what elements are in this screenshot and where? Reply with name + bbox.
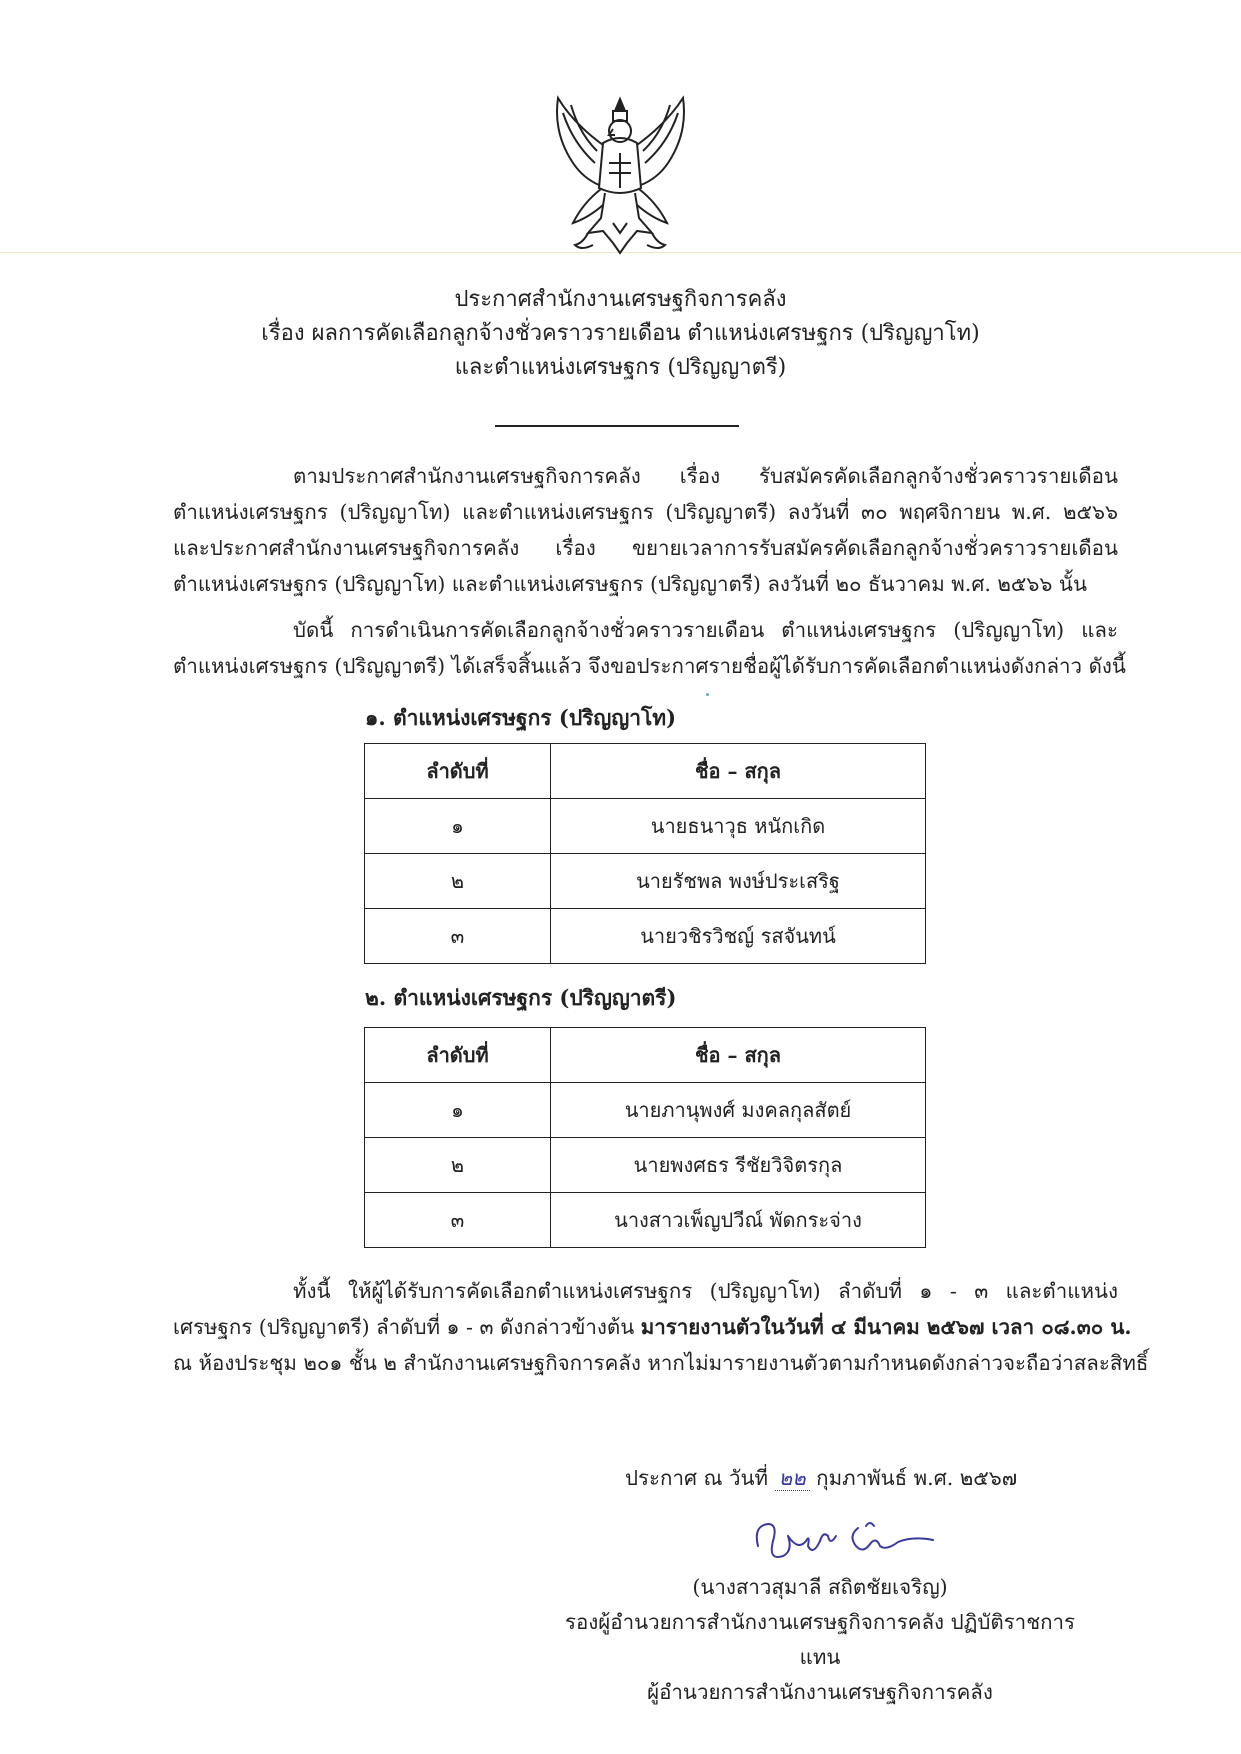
column-header-no: ลำดับที่ (365, 1028, 551, 1083)
row-name: นายพงศธร รีชัยวิจิตรกุล (551, 1138, 926, 1193)
announcement-dateline (625, 1462, 1017, 1495)
paragraph-line: บัดนี้ การดำเนินการคัดเลือกลูกจ้างชั่วคราวรายเดือน ตำแหน่งเศรษฐกร (ปริญญาโท) และ (293, 618, 1118, 642)
paragraph-line: และประกาศสำนักงานเศรษฐกิจการคลัง เรื่อง ขยายเวลาการรับสมัครคัดเลือกลูกจ้างชั่วคราวรายเดือน (173, 536, 1118, 560)
signer-title-1: รองผู้อำนวยการสำนักงานเศรษฐกิจการคลัง ปฏิบัติราชการแทน (564, 1610, 1076, 1669)
paragraph-line: ณ ห้องประชุม ๒๐๑ ชั้น ๒ สำนักงานเศรษฐกิจการคลัง หากไม่มารายงานตัวตามกำหนดดังกล่าวจะถือว่าสละสิทธิ์ (173, 1351, 1149, 1375)
row-number: ๑ (365, 1083, 551, 1138)
row-number: ๒ (365, 854, 551, 909)
table-header-row (365, 1028, 926, 1083)
column-header-name: ชื่อ – สกุล (551, 744, 926, 799)
signer-block (560, 1570, 1080, 1710)
handwritten-day: ๒๒ (775, 1466, 810, 1491)
paragraph-announcement (173, 612, 1126, 684)
paragraph-line: ตามประกาศสำนักงานเศรษฐกิจการคลัง เรื่อง รับสมัครคัดเลือกลูกจ้างชั่วคราวรายเดือน (293, 464, 1118, 488)
scan-speck (706, 693, 709, 696)
announcement-title: ประกาศสำนักงานเศรษฐกิจการคลัง (454, 287, 787, 312)
signer-title-2: ผู้อำนวยการสำนักงานเศรษฐกิจการคลัง (647, 1680, 993, 1704)
row-number: ๒ (365, 1138, 551, 1193)
table-row (365, 1138, 926, 1193)
table-header-row (365, 744, 926, 799)
paragraph-reference (173, 458, 1118, 602)
table-row (365, 1083, 926, 1138)
section-heading-bachelors: ๒. ตำแหน่งเศรษฐกร (ปริญญาตรี) (365, 985, 677, 1010)
paragraph-line: ทั้งนี้ ให้ผู้ได้รับการคัดเลือกตำแหน่งเศรษฐกร (ปริญญาโท) ลำดับที่ ๑ - ๓ และตำแหน่ง (293, 1279, 1118, 1303)
paragraph-line: เศรษฐกร (ปริญญาตรี) ลำดับที่ ๑ - ๓ ดังกล่าวข้างต้น มารายงานตัวในวันที่ ๔ มีนาคม ๒๕๖๗ เวลา ๐๘.๓๐ น. (173, 1315, 1132, 1339)
row-number: ๓ (365, 1193, 551, 1248)
column-header-name: ชื่อ – สกุล (551, 1028, 926, 1083)
paragraph-line: ตำแหน่งเศรษฐกร (ปริญญาตรี) ได้เสร็จสิ้นแล้ว จึงขอประกาศรายชื่อผู้ได้รับการคัดเลือกตำแหน่งดังกล่าว ดังนี้ (173, 654, 1126, 678)
paragraph-line: ตำแหน่งเศรษฐกร (ปริญญาโท) และตำแหน่งเศรษฐกร (ปริญญาตรี) ลงวันที่ ๓๐ พฤศจิกายน พ.ศ. ๒๕๖๖ (173, 500, 1118, 524)
dateline-prefix: ประกาศ ณ วันที่ (625, 1466, 769, 1490)
section-heading-masters: ๑. ตำแหน่งเศรษฐกร (ปริญญาโท) (365, 705, 677, 730)
table-row (365, 1193, 926, 1248)
dateline-suffix: กุมภาพันธ์ พ.ศ. ๒๕๖๗ (816, 1466, 1018, 1490)
title-divider (495, 425, 739, 427)
row-name: นายภานุพงศ์ มงคลกุลสัตย์ (551, 1083, 926, 1138)
row-name: นายธนาวุธ หนักเกิด (551, 799, 926, 854)
column-header-no: ลำดับที่ (365, 744, 551, 799)
table-row (365, 854, 926, 909)
table-row (365, 799, 926, 854)
row-number: ๓ (365, 909, 551, 964)
table-bachelors (364, 1027, 926, 1248)
subject-line-1: เรื่อง ผลการคัดเลือกลูกจ้างชั่วคราวรายเดือน ตำแหน่งเศรษฐกร (ปริญญาโท) (261, 321, 980, 346)
row-name: นายวชิรวิชญ์ รสจันทน์ (551, 909, 926, 964)
paragraph-line: ตำแหน่งเศรษฐกร (ปริญญาโท) และตำแหน่งเศรษฐกร (ปริญญาตรี) ลงวันที่ ๒๐ ธันวาคม พ.ศ. ๒๕๖๖ นั้น (173, 572, 1087, 596)
table-row (365, 909, 926, 964)
row-name: นางสาวเพ็ญปวีณ์ พัดกระจ่าง (551, 1193, 926, 1248)
row-name: นายรัชพล พงษ์ประเสริฐ (551, 854, 926, 909)
signer-name: (นางสาวสุมาลี สถิตชัยเจริญ) (692, 1575, 948, 1599)
row-number: ๑ (365, 799, 551, 854)
reporting-date-emphasis: มารายงานตัวในวันที่ ๔ มีนาคม ๒๕๖๗ เวลา ๐๘.๓๐ น. (640, 1315, 1132, 1339)
table-masters (364, 743, 926, 964)
handwritten-signature (748, 1506, 948, 1576)
garuda-emblem-icon (543, 93, 698, 263)
paragraph-reporting-instructions (173, 1273, 1149, 1381)
subject-line-2: และตำแหน่งเศรษฐกร (ปริญญาตรี) (454, 355, 787, 380)
announcement-title-block (0, 283, 1241, 385)
